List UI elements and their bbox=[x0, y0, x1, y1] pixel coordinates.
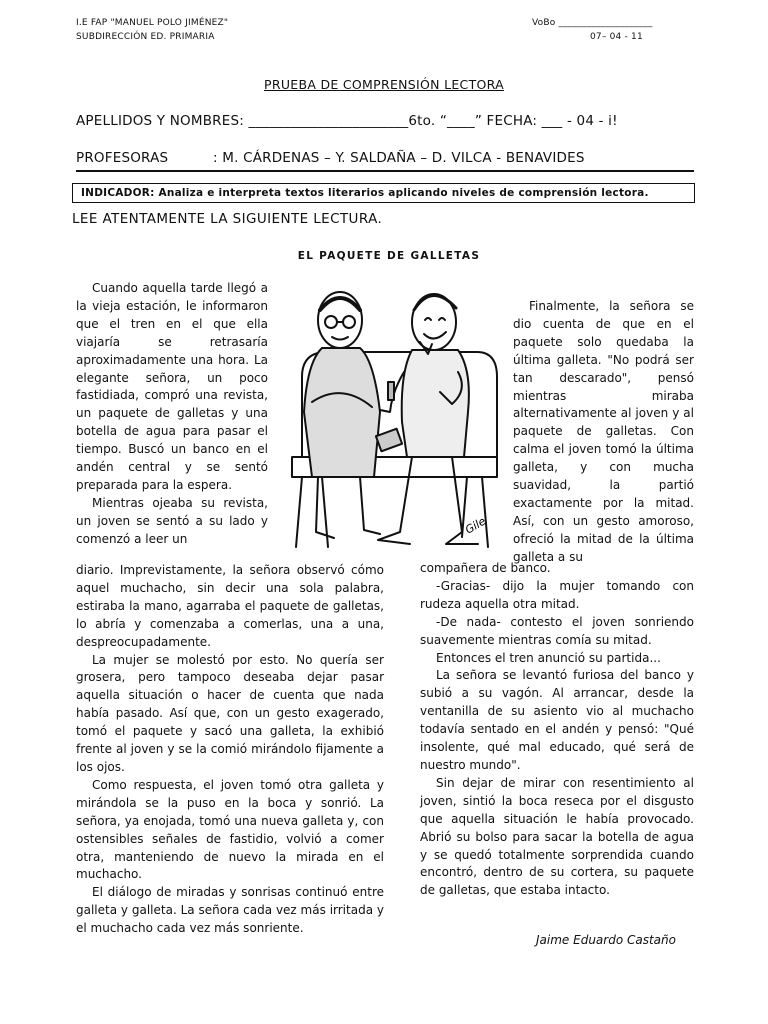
story-column-right-top bbox=[513, 298, 694, 567]
reading-instruction: LEE ATENTAMENTE LA SIGUIENTE LECTURA. bbox=[72, 211, 383, 227]
story-paragraph: Mientras ojeaba su revista, un joven se sentó a su lado y comenzó a leer un bbox=[76, 495, 268, 546]
story-paragraph: -Gracias- dijo la mujer tomando con rudeza aquella otra mitad. bbox=[420, 578, 694, 611]
story-title: EL PAQUETE DE GALLETAS bbox=[297, 250, 481, 262]
divider-line bbox=[76, 170, 694, 172]
bench-couple-illustration-icon bbox=[282, 282, 504, 554]
exam-title: PRUEBA DE COMPRENSIÓN LECTORA bbox=[264, 77, 504, 92]
story-paragraph: diario. Imprevistamente, la señora observó cómo aquel muchacho, sin decir una sola palabra, estiraba la mano, agarraba el paquete de galletas, lo abría y comenzaba a comerlas, una a una, despreocupadamente. bbox=[76, 563, 384, 649]
story-paragraph: Sin dejar de mirar con resentimiento al joven, sintió la boca reseca por el disgusto que aquella situación le había provocado. Abrió su bolso para sacar la botella de agua y se quedó totalmente sorprendida cuando encontró, dentro de su cortera, su paquete de galletas, que estaba intacto. bbox=[420, 775, 694, 898]
indicator-label: INDICADOR: bbox=[81, 187, 155, 199]
story-column-left-top bbox=[76, 280, 268, 549]
story-author: Jaime Eduardo Castaño bbox=[536, 933, 676, 947]
teachers-value: : M. CÁRDENAS – Y. SALDAÑA – D. VILCA - BENAVIDES bbox=[213, 150, 585, 166]
student-names-line: APELLIDOS Y NOMBRES: _______________________6to. “____” FECHA: ___ - 04 - i! bbox=[76, 113, 618, 129]
story-paragraph: -De nada- contesto el joven sonriendo suavemente mientras comía su mitad. bbox=[420, 614, 694, 647]
story-paragraph: El diálogo de miradas y sonrisas continuó entre galleta y galleta. La señora cada vez más irritada y el muchacho cada vez más sonriente. bbox=[76, 885, 384, 936]
story-paragraph: compañera de banco. bbox=[420, 561, 551, 575]
vobo-field: VoBo ____________________ bbox=[532, 18, 653, 28]
indicator-box bbox=[72, 183, 695, 203]
header-date: 07– 04 - 11 bbox=[590, 32, 643, 42]
illustration-signature: Gile bbox=[463, 514, 489, 537]
teachers-label: PROFESORAS bbox=[76, 150, 169, 166]
illustration-drawing bbox=[282, 282, 504, 554]
indicator-text: Analiza e interpreta textos literarios aplicando niveles de comprensión lectora. bbox=[154, 187, 649, 199]
story-paragraph: La señora se levantó furiosa del banco y subió a su vagón. Al arrancar, desde la ventanilla de su asiento vio al muchacho todavía sentado en el andén y pensó: "Qué insolente, qué mal educado, qué será de nuestro mundo". bbox=[420, 668, 694, 772]
department-name: SUBDIRECCIÓN ED. PRIMARIA bbox=[76, 32, 215, 42]
school-name: I.E FAP "MANUEL POLO JIMÉNEZ" bbox=[76, 18, 229, 28]
story-paragraph: La mujer se molestó por esto. No quería ser grosera, pero tampoco deseaba dejar pasar aquella situación o hacer de cuenta que nada había pasado. Así que, con un gesto exagerado, tomó el paquete y sacó una galleta, la exhibió frente al joven y se la comió mirándolo fijamente a los ojos. bbox=[76, 652, 384, 774]
story-paragraph: Finalmente, la señora se dio cuenta de que en el paquete solo quedaba la última galleta. "No podrá ser tan descarado", pensó mientras miraba alternativamente al joven y al paquete de galletas. Con calma el joven tomó la última galleta, y con mucha suavidad, la partió exactamente por la mitad. Así, con un gesto amoroso, ofreció la mitad de la última galleta a su bbox=[513, 299, 694, 564]
story-paragraph: Como respuesta, el joven tomó otra galleta y mirándola se la puso en la boca y sonrió. La señora, ya enojada, tomó una nueva galleta y, con ostensibles señales de fastidio, volvió a comer otra, manteniendo de nuevo la mirada en el muchacho. bbox=[76, 777, 384, 882]
story-paragraph: Entonces el tren anunció su partida... bbox=[436, 650, 661, 665]
story-paragraph: Cuando aquella tarde llegó a la vieja estación, le informaron que el tren en el que ella viajaría se retrasaría aproximadamente una hora. La elegante señora, un poco fastidiada, compró una revista, un paquete de galletas y una botella de agua para pasar el tiempo. Buscó un banco en el andén central y se sentó preparada para la espera. bbox=[76, 281, 268, 492]
story-column-right-bottom bbox=[420, 560, 694, 900]
story-column-left-bottom bbox=[76, 562, 384, 938]
